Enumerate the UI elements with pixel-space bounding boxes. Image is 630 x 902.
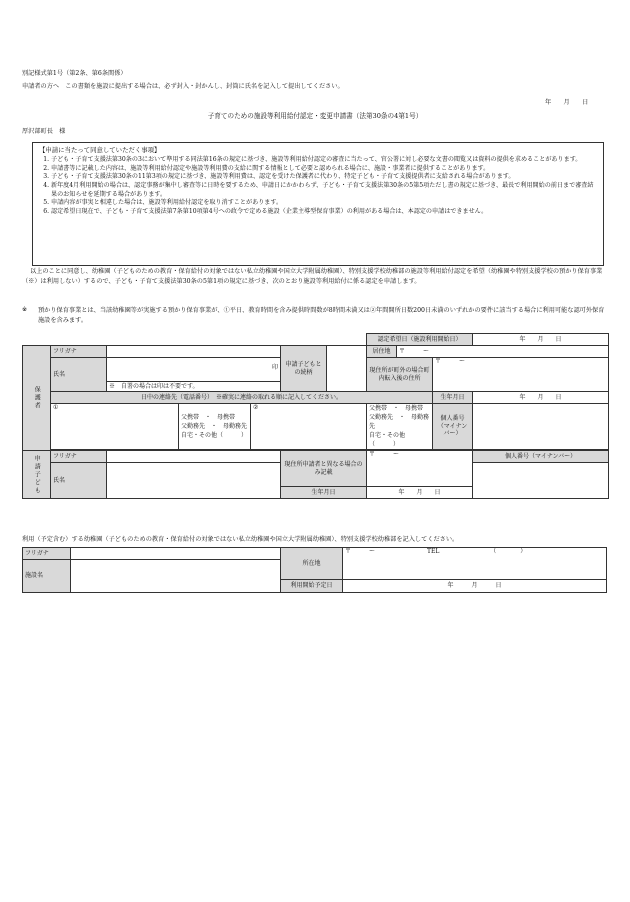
consent-item: 1. 子ども・子育て支援法第30条の3において準用する同法第16条の規定に基づき、施設等利用給付認定の審査に当たって、官公署に対し必要な文書の閲覧又は資料の提供を求めることがあります。 <box>51 156 597 165</box>
desired-date-field[interactable]: 年 月 日 <box>473 334 609 346</box>
child-label: 申請子ども <box>23 451 51 499</box>
page-title: 子育てのための施設等利用給付認定・変更申請書（法第30条の4第1号） <box>207 112 423 120</box>
form-number: 別記様式第1号（第2条、第6条関係） <box>22 70 127 77</box>
facility-name-field[interactable] <box>71 560 281 593</box>
consent-item: 3. 子ども・子育て支援法第30条の11第3項の規定に基づき、施設等利用費は、認定を受けた保護者に代わり、特定子ども・子育て支援提供者に支給される場合があります。 <box>51 173 597 182</box>
seal-mark: 印 <box>271 364 278 371</box>
footnote-mark: ※ <box>22 306 28 313</box>
desired-date-label: 認定希望日（施設利用開始日） <box>367 334 473 346</box>
facility-location-label: 所在地 <box>281 548 343 580</box>
residence-label: 居住地 <box>367 346 397 358</box>
footnote-text: 預かり保育事業とは、当該幼稚園等が実施する預かり保育事業が、①平日、教育時間を含み提供時間数が8時間未満又は②年間開所日数200日未満のいずれかの要件に該当する場合に利用可能な認可外保育施設を含みます。 <box>38 307 605 324</box>
relation-field[interactable] <box>327 346 367 392</box>
option-home: 自宅・その他（ ） <box>181 432 248 439</box>
option-mobile: 父携帯 ・ 母携帯 <box>369 405 424 412</box>
facility-furigana-label: フリガナ <box>23 548 71 560</box>
agreement-text: 以上のことに同意し、幼稚園（子どものための教育・保育給付の対象ではない私立幼稚園や国立大学附属幼稚園）、特別支援学校幼稚部の施設等利用給付認定を希望（幼稚園や特別支援学校の預かり保育事業（※）は利用しない）するので、子ども・子育て支援法第30条の5第1項の規定に基づき、次のとおり施設等利用給付に係る認定を申請します。 <box>22 268 603 285</box>
submission-date: 年 月 日 <box>545 99 589 106</box>
residence-field[interactable]: 〒 ー <box>397 346 609 358</box>
guardian-mynumber-field[interactable] <box>473 404 609 450</box>
guardian-name-field[interactable] <box>107 358 281 382</box>
child-name-field[interactable] <box>107 463 281 499</box>
birth-label: 生年月日 <box>433 392 473 404</box>
child-other-address-label: 現住所申請者と異なる場合のみ記載 <box>281 451 367 487</box>
contact2-options[interactable] <box>367 404 433 450</box>
guardian-label: 保護者 <box>23 346 51 451</box>
child-birth-label: 生年月日 <box>281 487 367 499</box>
other-address-label: 現住所が町外の場合町内転入後の住所 <box>367 358 433 392</box>
furigana-label: フリガナ <box>51 346 107 358</box>
contact1-options[interactable] <box>179 404 251 450</box>
guardian-furigana-field[interactable] <box>107 346 281 358</box>
application-form-table <box>22 333 609 499</box>
option-home: 自宅・その他（ ） <box>369 432 406 448</box>
child-mynumber-field[interactable] <box>473 463 609 499</box>
start-date-field[interactable]: 年 月 日 <box>343 580 607 593</box>
facility-table <box>22 547 607 593</box>
contact-label: 日中の連絡先（電話番号） ※確実に連絡の取れる順に記入してください。 <box>51 392 433 404</box>
consent-item: 5. 申請内容が事実と相違した場合は、施設等利用給付認定を取り消すことがあります。 <box>51 199 597 208</box>
child-birth-field[interactable]: 年 月 日 <box>367 487 473 499</box>
consent-item: 6. 認定希望日現在で、子ども・子育て支援法第7条第10項第4号への政令で定める施設（企業主導型保育事業）の利用がある場合は、本認定の申請はできません。 <box>51 208 597 217</box>
start-date-label: 利用開始予定日 <box>281 580 343 593</box>
consent-item: 2. 申請書等に記載した内容は、施設等利用給付認定や施設等利用費の支給に関する情報として必要と認められる場合に、施設・事業者に提供することがあります。 <box>51 165 597 174</box>
facility-location-field[interactable] <box>343 548 607 580</box>
relation-label: 申請子どもとの続柄 <box>281 346 327 392</box>
child-address-field[interactable]: 〒 ー <box>367 451 473 487</box>
child-name-label: 氏名 <box>51 463 107 499</box>
facility-tel: TEL （ ） <box>426 548 527 555</box>
consent-notice-title: 【申請に当たって同意していただく事項】 <box>39 146 161 154</box>
seal-note: ※ 自署の場合は印は不要です。 <box>107 382 281 392</box>
name-label: 氏名 <box>51 358 107 392</box>
child-furigana-field[interactable] <box>107 451 281 463</box>
other-address-field[interactable]: 〒 ー <box>433 358 609 392</box>
contact1-phone[interactable]: ① <box>51 404 179 450</box>
mynumber-label: 個人番号（マイナンバー） <box>433 404 473 450</box>
applicant-note: 申請者の方へ この書類を施設に提出する場合は、必ず封入・封かんし、封筒に氏名を記入して提出してください。 <box>22 83 344 90</box>
child-mynumber-label: 個人番号（マイナンバー） <box>473 451 609 463</box>
consent-item: 4. 新年度4月利用開始の場合は、認定事務が集中し審査等に日時を要するため、申請日にかかわらず、子ども・子育て支援法第30条の5第5項ただし書の規定に基づき、最長で利用開始の前日まで審査結果のお知らせを延期する場合があります。 <box>51 182 597 199</box>
option-mobile: 父携帯 ・ 母携帯 <box>181 414 236 421</box>
facility-intro: 利用（予定含む）する幼稚園（子どものための教育・保育給付の対象ではない私立幼稚園や国立大学附属幼稚園）、特別支援学校幼稚部を記入してください。 <box>22 536 459 543</box>
child-furigana-label: フリガナ <box>51 451 107 463</box>
facility-postal: 〒 ー <box>345 548 376 555</box>
option-work: 父勤務先 ・ 母勤務先 <box>181 423 248 430</box>
addressee: 厚沢部町長 様 <box>22 128 66 135</box>
facility-furigana-field[interactable] <box>71 548 281 560</box>
facility-name-label: 施設名 <box>23 560 71 593</box>
contact2-phone[interactable]: ② <box>251 404 367 450</box>
consent-notice <box>32 142 604 266</box>
option-work: 父勤務先 ・ 母勤務先 <box>369 414 430 430</box>
guardian-birth-field[interactable]: 年 月 日 <box>473 392 609 404</box>
